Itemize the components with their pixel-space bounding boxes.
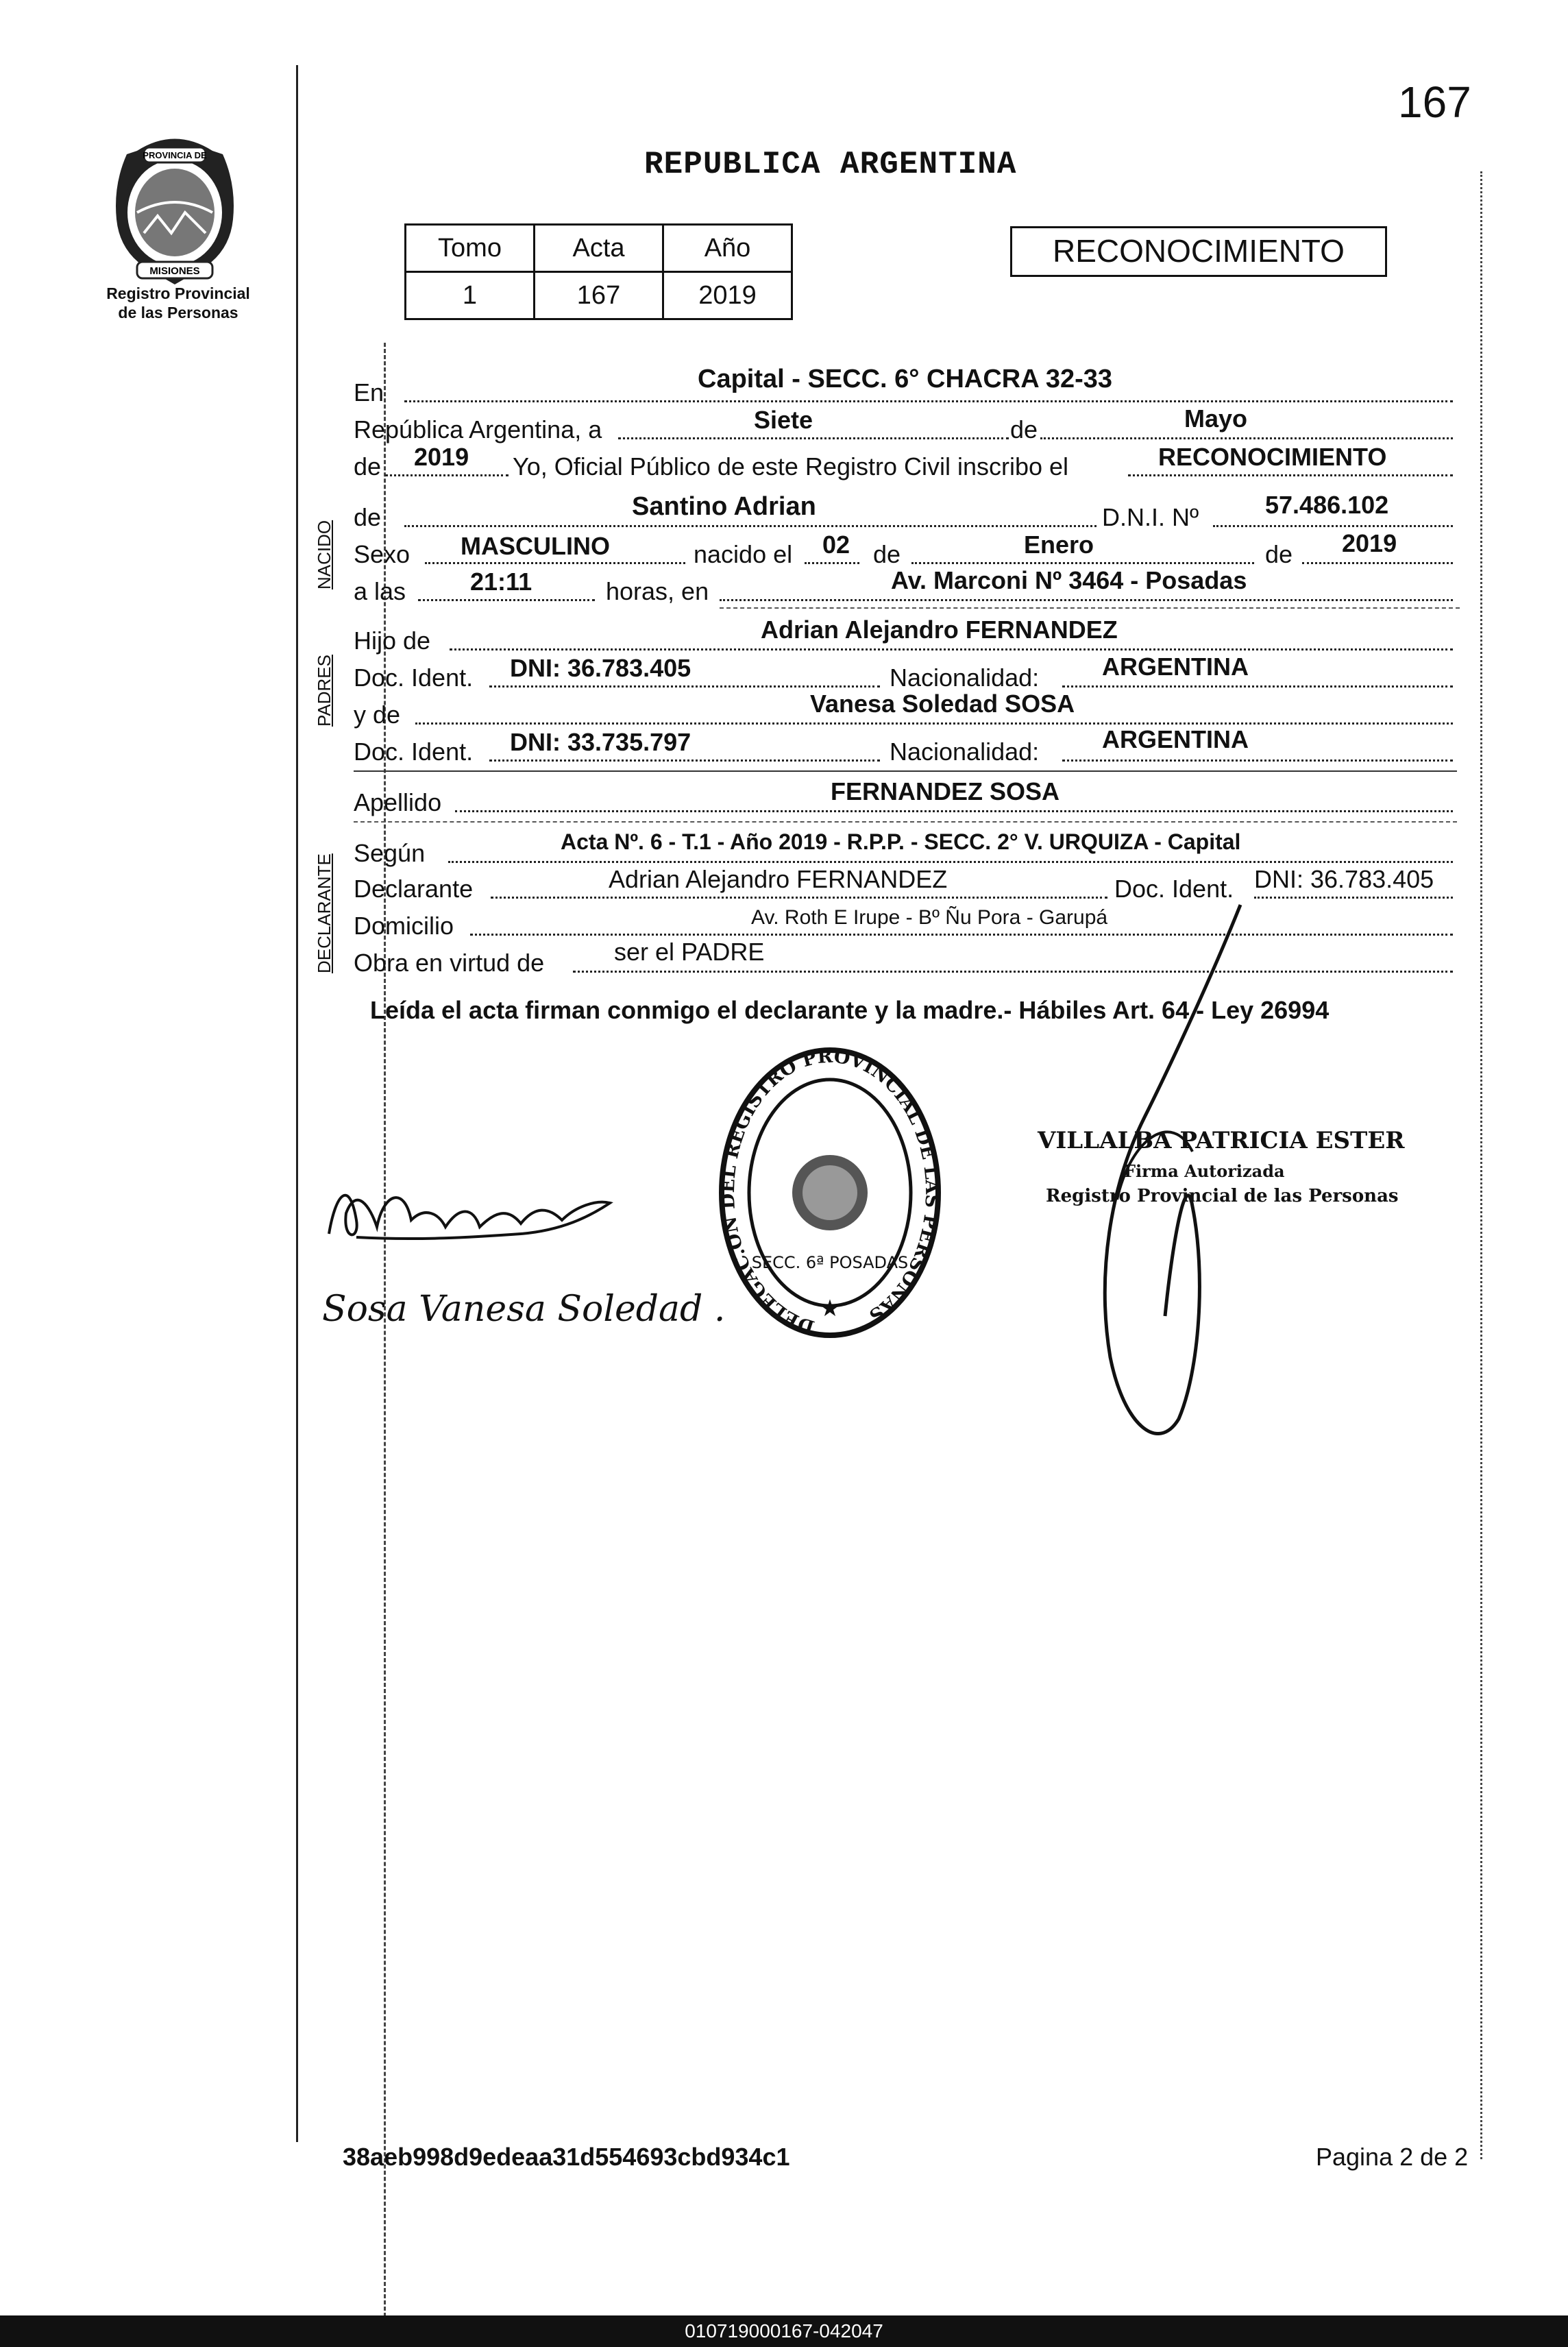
en-dots xyxy=(404,400,1453,402)
child-name-value: Santino Adrian xyxy=(632,492,816,521)
father-value: Adrian Alejandro FERNANDEZ xyxy=(761,616,1118,644)
birth-year-dots xyxy=(1302,562,1453,564)
logo-caption-line2: de las Personas xyxy=(118,304,238,321)
declarante-doc-dots xyxy=(1254,897,1453,899)
de-label-birth-year: de xyxy=(1265,540,1293,568)
month-value: Mayo xyxy=(1184,404,1248,433)
registry-value-tomo: 1 xyxy=(406,272,535,319)
declarante-dots xyxy=(491,897,1107,899)
sexo-dots xyxy=(425,562,685,564)
mother-nat-dots xyxy=(1062,759,1453,762)
de-label-year: de xyxy=(354,452,382,481)
registry-header-acta: Acta xyxy=(535,225,663,272)
official-name-stamp: VILLALBA PATRICIA ESTER xyxy=(1038,1127,1405,1154)
place-value: Av. Marconi Nº 3464 - Posadas xyxy=(891,566,1247,594)
birth-month-value: Enero xyxy=(1024,531,1094,559)
de-label-month: de xyxy=(1010,415,1038,443)
seal-inner-text: SECC. 6ª POSADAS xyxy=(751,1253,909,1272)
month-dots xyxy=(1040,437,1453,439)
registry-value-acta: 167 xyxy=(535,272,663,319)
emblem-top-text: PROVINCIA DE xyxy=(143,150,207,160)
domicilio-dots xyxy=(470,934,1453,936)
inscribo-dots xyxy=(1128,474,1453,476)
birth-day-value: 02 xyxy=(822,531,850,559)
birth-month-dots xyxy=(911,562,1254,564)
obra-dots xyxy=(573,971,1453,973)
sexo-label: Sexo xyxy=(354,540,411,568)
left-margin-line xyxy=(296,65,298,2142)
registry-header-tomo: Tomo xyxy=(406,225,535,272)
official-signature-icon xyxy=(1090,891,1254,1453)
official-role-stamp: Firma Autorizada xyxy=(1124,1161,1285,1181)
birth-year-value: 2019 xyxy=(1342,529,1397,557)
svg-text:★: ★ xyxy=(819,1296,841,1322)
sexo-value: MASCULINO xyxy=(461,532,610,560)
mother-doc-label: Doc. Ident. xyxy=(354,738,474,766)
year-dots xyxy=(385,474,509,476)
registry-header-ano: Año xyxy=(663,225,792,272)
inscribo-value: RECONOCIMIENTO xyxy=(1158,443,1387,471)
yde-label: y de xyxy=(354,701,401,729)
mother-doc-value: DNI: 33.735.797 xyxy=(510,728,691,756)
nacido-label: nacido el xyxy=(694,540,793,568)
province-emblem-icon xyxy=(96,130,254,291)
mother-dots xyxy=(415,722,1453,725)
oficial-label: Yo, Oficial Público de este Registro Civil inscribo el xyxy=(513,452,1069,481)
document-hash: 38aeb998d9edeaa31d554693cbd934c1 xyxy=(343,2143,790,2171)
page-counter: Pagina 2 de 2 xyxy=(1316,2143,1469,2171)
record-type-box: RECONOCIMIENTO xyxy=(1010,226,1387,277)
registry-table xyxy=(404,223,793,320)
dni-dots xyxy=(1213,525,1453,527)
official-seal-icon xyxy=(717,1042,943,1343)
section-divider-3 xyxy=(354,821,1457,823)
republica-label: República Argentina, a xyxy=(354,415,602,443)
apellido-dots xyxy=(455,810,1453,812)
domicilio-label: Domicilio xyxy=(354,912,454,940)
day-dots xyxy=(618,437,1009,439)
official-office-stamp: Registro Provincial de las Personas xyxy=(1046,1186,1399,1206)
alas-label: a las xyxy=(354,577,406,605)
father-doc-label: Doc. Ident. xyxy=(354,664,474,692)
declarante-doc-label: Doc. Ident. xyxy=(1114,875,1234,903)
apellido-value: FERNANDEZ SOSA xyxy=(831,777,1060,805)
right-dashed-line xyxy=(1480,171,1482,2159)
mother-signature: Sosa Vanesa Soledad . xyxy=(322,1289,726,1330)
de-label-name: de xyxy=(354,503,382,531)
hijo-label: Hijo de xyxy=(354,627,431,655)
day-value: Siete xyxy=(754,406,813,434)
father-nat-label: Nacionalidad: xyxy=(890,664,1040,692)
declarante-doc-value: DNI: 36.783.405 xyxy=(1254,865,1434,893)
father-dots xyxy=(450,648,1453,650)
mother-doc-dots xyxy=(489,759,880,762)
time-value: 21:11 xyxy=(470,568,532,596)
side-label-nacido: NACIDO xyxy=(314,520,334,589)
mother-nat-label: Nacionalidad: xyxy=(890,738,1040,766)
dni-value: 57.486.102 xyxy=(1265,491,1389,519)
place-dots xyxy=(720,599,1453,601)
apellido-label: Apellido xyxy=(354,788,442,816)
father-nat-dots xyxy=(1062,685,1453,688)
segun-dots xyxy=(448,861,1453,863)
time-dots xyxy=(418,599,595,601)
mother-nat-value: ARGENTINA xyxy=(1102,725,1249,753)
en-value: Capital - SECC. 6° CHACRA 32-33 xyxy=(698,365,1113,393)
father-doc-value: DNI: 36.783.405 xyxy=(510,654,691,682)
emblem-bottom-text: MISIONES xyxy=(149,265,200,277)
side-label-declarante: DECLARANTE xyxy=(314,853,334,973)
year-value: 2019 xyxy=(414,443,469,471)
domicilio-value: Av. Roth E Irupe - Bº Ñu Pora - Garupá xyxy=(751,906,1108,929)
seal-outer-text: DELEGAC.ON DEL REGISTRO PROVINCIAL DE LAS PERSONAS xyxy=(717,1045,943,1338)
de-label-birth-month: de xyxy=(873,540,901,568)
page-number: 167 xyxy=(1398,77,1471,127)
segun-label: Según xyxy=(354,839,426,867)
document-title: REPUBLICA ARGENTINA xyxy=(644,147,1017,182)
father-nat-value: ARGENTINA xyxy=(1102,653,1249,681)
declarante-value: Adrian Alejandro FERNANDEZ xyxy=(609,865,948,893)
father-signature-icon xyxy=(315,1165,617,1254)
en-label: En xyxy=(354,378,384,406)
footer-code-bar: 010719000167-042047 xyxy=(0,2315,1568,2347)
section-divider-1 xyxy=(720,607,1460,609)
closing-text: Leída el acta firman conmigo el declarante y la madre.- Hábiles Art. 64 - Ley 26994 xyxy=(370,996,1330,1024)
name-dots xyxy=(404,525,1097,527)
registry-value-ano: 2019 xyxy=(663,272,792,319)
section-divider-2 xyxy=(354,770,1457,772)
declarante-label: Declarante xyxy=(354,875,474,903)
dni-label: D.N.I. Nº xyxy=(1102,503,1199,531)
birth-day-dots xyxy=(805,562,859,564)
logo-caption-line1: Registro Provincial xyxy=(106,284,250,302)
obra-value: ser el PADRE xyxy=(614,938,765,966)
logo-caption xyxy=(69,284,288,322)
father-doc-dots xyxy=(489,685,880,688)
segun-value: Acta Nº. 6 - T.1 - Año 2019 - R.P.P. - SECC. 2° V. URQUIZA - Capital xyxy=(561,829,1241,854)
mother-value: Vanesa Soledad SOSA xyxy=(810,690,1075,718)
obra-label: Obra en virtud de xyxy=(354,949,545,977)
horas-label: horas, en xyxy=(606,577,709,605)
side-label-padres: PADRES xyxy=(314,655,334,727)
